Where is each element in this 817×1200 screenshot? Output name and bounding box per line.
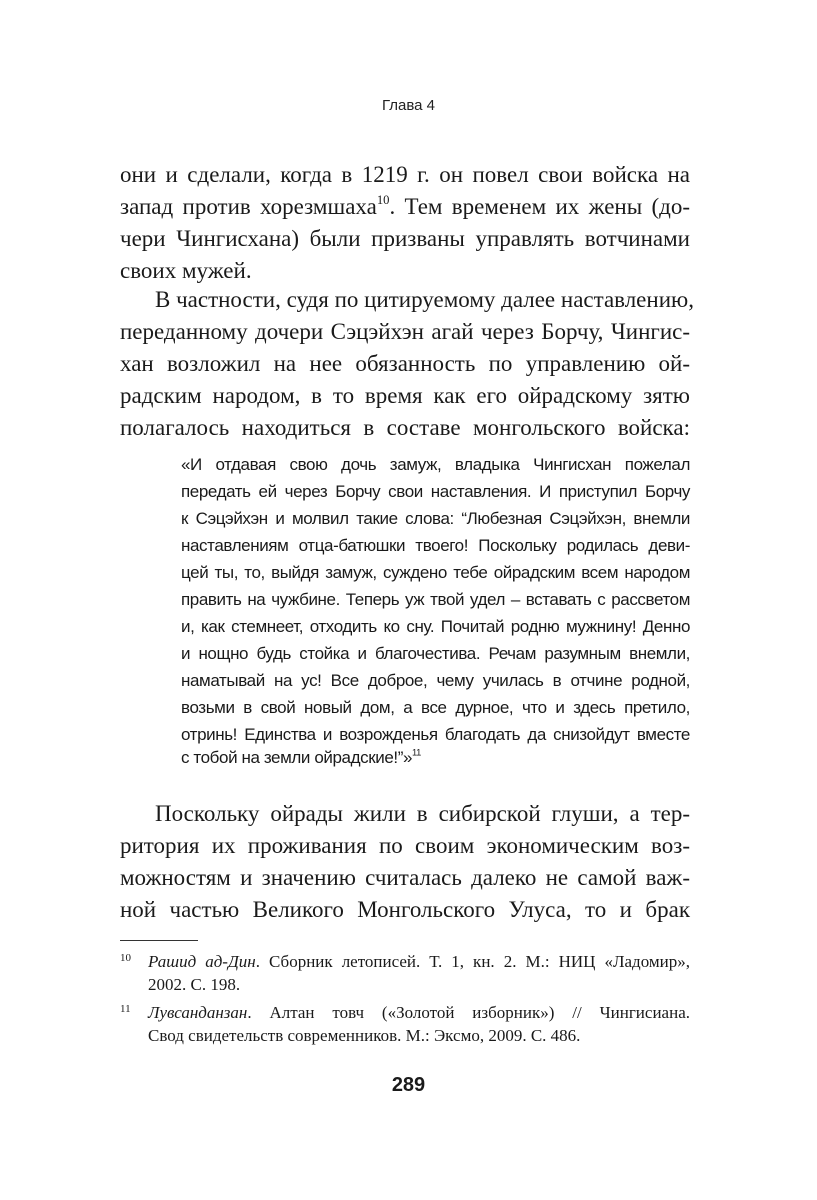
footnote — [120, 950, 690, 996]
footnote-line: 2002. С. 198. — [148, 975, 241, 994]
quote-line: править на чужбине. Теперь уж твой удел – вставать с рассветом — [181, 590, 690, 609]
footnote-author: Рашид ад-Дин — [148, 952, 256, 971]
body-text: запад против хорезмшаха — [120, 194, 377, 219]
quote-text: с тобой на земли ойрадские!”» — [181, 748, 413, 767]
footnote-line — [120, 1001, 690, 1024]
body-line: Поскольку ойрады жили в сибирской глуши, а тер- — [155, 801, 690, 826]
footnote-number: 10 — [120, 952, 131, 964]
quote-line: наставлениям отца-батюшки твоего! Поскольку родилась деви- — [181, 536, 690, 555]
body-line — [120, 192, 690, 222]
footnote-ref: 10 — [376, 192, 390, 207]
footnote-number: 11 — [120, 1003, 131, 1015]
footnote-line: Свод свидетельств современников. М.: Эксмо, 2009. С. 486. — [148, 1026, 581, 1045]
body-line: полагалось находиться в составе монгольского войска: — [120, 415, 690, 440]
body-line: переданному дочери Сэцэйхэн агай через Борчу, Чингис- — [120, 319, 690, 344]
quote-line: отринь! Единства и возрожденья благодать да снизойдут вместе — [181, 725, 690, 744]
footnote — [120, 1001, 690, 1047]
footnote-author: Лувсанданзан — [148, 1003, 248, 1022]
body-line: они и сделали, когда в 1219 г. он повел свои войска на — [120, 162, 690, 187]
body-line: можностям и значению считалась далеко не самой важ- — [120, 865, 690, 890]
running-head: Глава 4 — [381, 97, 436, 114]
quote-line — [181, 745, 690, 771]
body-line: ной частью Великого Монгольского Улуса, то и брак — [120, 897, 690, 922]
footnote-text: . Сборник летописей. Т. 1, кн. 2. М.: НИЦ «Ладомир», — [255, 952, 690, 971]
quote-line: и, как стемнеет, отходить ко сну. Почитай родню мужнину! Денно — [181, 617, 690, 636]
body-line: радским народом, в то время как его ойрадскому зятю — [120, 383, 690, 408]
quote-line: к Сэцэйхэн и молвил такие слова: “Любезная Сэцэйхэн, внемли — [181, 509, 690, 528]
quote-line: «И отдавая свою дочь замуж, владыка Чингисхан пожелал — [181, 455, 690, 474]
body-line: своих мужей. — [120, 258, 252, 283]
footnote-rule — [120, 940, 198, 941]
quote-line: и нощно будь стойка и благочестива. Речам разумным внемли, — [181, 644, 690, 663]
footnote-line — [120, 950, 690, 973]
body-line: В частности, судя по цитируемому далее наставлению, — [155, 287, 694, 312]
footnote-ref: 11 — [412, 747, 421, 758]
footnote-text: . Алтан товч («Золотой изборник») // Чингисиана. — [247, 1003, 690, 1022]
body-line: чери Чингисхана) были призваны управлять вотчинами — [120, 226, 690, 251]
body-line: хан возложил на нее обязанность по управлению ой- — [120, 351, 690, 376]
quote-line: передать ей через Борчу свои наставления. И приступил Борчу — [181, 482, 690, 501]
body-line: ритория их проживания по своим экономическим воз- — [120, 833, 690, 858]
quote-line: наматывай на ус! Все доброе, чему училась в отчине родной, — [181, 671, 690, 690]
quote-line: цей ты, то, выйдя замуж, суждено тебе ойрадским всем народом — [181, 563, 690, 582]
body-text: . Тем временем их жены (до- — [389, 194, 690, 219]
page-number: 289 — [391, 1074, 426, 1096]
quote-line: возьми в свой новый дом, а все дурное, что и здесь претило, — [181, 698, 690, 717]
